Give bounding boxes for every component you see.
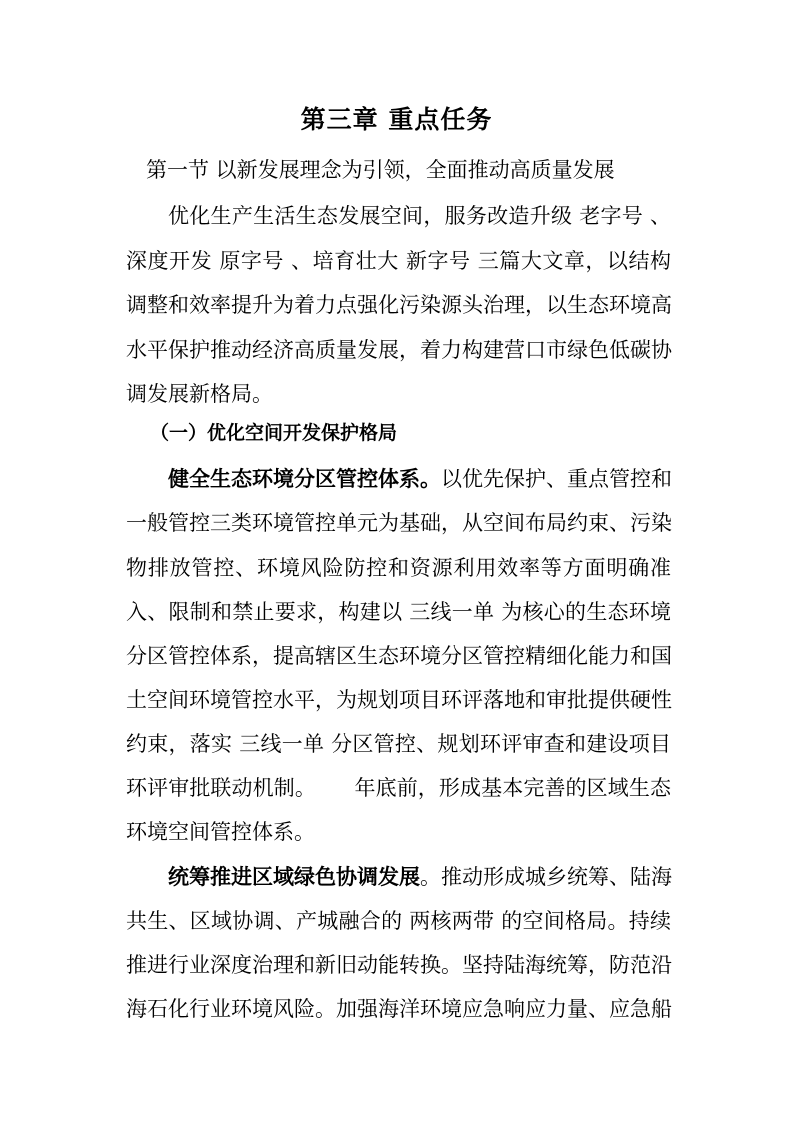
paragraph-2-line-5: 分区管控体系，提高辖区生态环境分区管控精细化能力和国 xyxy=(126,644,672,668)
paragraph-2-line-9: 环境空间管控体系。 xyxy=(126,820,315,844)
paragraph-1-line-3: 调整和效率提升为着力点强化污染源头治理，以生态环境高 xyxy=(126,293,672,317)
paragraph-3-line-1 xyxy=(168,862,671,892)
paragraph-1-line-4: 水平保护推动经济高质量发展，着力构建营口市绿色低碳协 xyxy=(126,338,672,362)
paragraph-1-line-5: 调发展新格局。 xyxy=(126,382,273,406)
paragraph-2-line-1 xyxy=(168,464,671,494)
paragraph-3-line-2: 共生、区域协调、产城融合的 两核两带 的空间格局。持续 xyxy=(126,909,671,933)
paragraph-3-lead: 统筹推进区域绿色协调发展 xyxy=(168,865,420,889)
section-title: 第一节 以新发展理念为引领，全面推动高质量发展 xyxy=(146,158,615,182)
paragraph-2-line-1-rest: 以优先保护、重点管控和 xyxy=(441,467,672,491)
paragraph-2-line-3: 物排放管控、环境风险防控和资源利用效率等方面明确准 xyxy=(126,556,671,580)
paragraph-2-line-6: 土空间环境管控水平，为规划项目环评落地和审批提供硬性 xyxy=(126,688,672,712)
paragraph-2-line-8: 环评审批联动机制。 年底前，形成基本完善的区域生态 xyxy=(126,776,671,800)
paragraph-3-line-1-rest: 。推动形成城乡统筹、陆海 xyxy=(420,865,672,889)
subheading-1: （一）优化空间开发保护格局 xyxy=(150,422,398,444)
paragraph-1-line-1: 优化生产生活生态发展空间，服务改造升级 老字号 、 xyxy=(168,204,671,228)
paragraph-2-line-2: 一般管控三类环境管控单元为基础，从空间布局约束、污染 xyxy=(126,511,672,535)
paragraph-3-line-4: 海石化行业环境风险。加强海洋环境应急响应力量、应急船 xyxy=(126,997,672,1021)
paragraph-1-line-2: 深度开发 原字号 、培育壮大 新字号 三篇大文章，以结构 xyxy=(126,249,671,273)
paragraph-2-line-4: 入、限制和禁止要求，构建以 三线一单 为核心的生态环境 xyxy=(126,600,671,624)
paragraph-2-line-7: 约束，落实 三线一单 分区管控、规划环评审查和建设项目 xyxy=(126,732,671,756)
paragraph-3-line-3: 推进行业深度治理和新旧动能转换。坚持陆海统筹，防范沿 xyxy=(126,953,672,977)
paragraph-2-lead: 健全生态环境分区管控体系。 xyxy=(168,467,441,491)
chapter-title: 第三章 重点任务 xyxy=(300,105,493,134)
